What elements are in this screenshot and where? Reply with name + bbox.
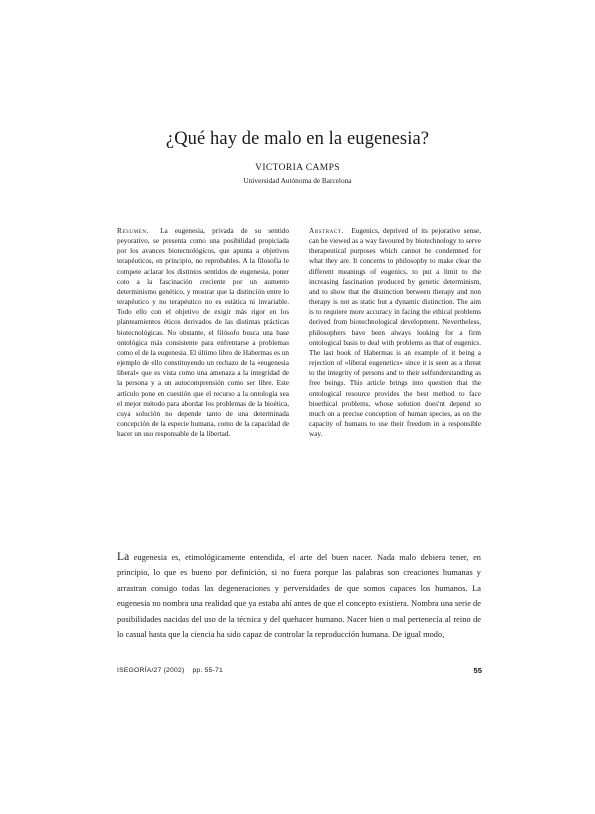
author-name: VICTORIA CAMPS xyxy=(255,163,340,173)
footer-journal: ISEGORÍA/27 (2002) xyxy=(117,667,185,674)
abstract-column xyxy=(309,226,481,439)
footer-pages: pp. 55-71 xyxy=(192,667,223,674)
author-affiliation: Universidad Autónoma de Barcelona xyxy=(243,176,352,185)
abstract-label: Abstract. xyxy=(309,227,344,235)
resumen-text: La eugenesia, privada de su sentido peyorativo, se presenta como una posibilidad propiciada por los avances biotecnológicos, que apunta a objetivos terapéuticos, en principio, no reprobables. A la filosofía le compete aclarar los distintos sentidos de eugenesia, poner coto a la fascinación creciente por un aumento determinismo genético, y mostrar que la distinción entre lo terapéutico y no terapéutico no es estática ni invariable. Todo ello con el objetivo de exigir más rigor en los planteamientos éticos derivados de las distintas prácticas biotecnológicas. No obstante, el filósofo busca una base ontológica más consistente para enfrentarse a problemas como el de la eugenesia. El último libro de Habermas es un ejemplo de ello constituyendo un rechazo de la «eugenesia liberal» que es vista como una amenaza a la integridad de la persona y a un autocomprensión como ser libre. Este artículo pone en cuestión que el recurso a la ontología sea el mejor método para abordar los problemas de la bioética, cuya solución no depende tanto de una determinada concepción de la especie humana, como de la capacidad de hacer un uso responsable de la libertad. xyxy=(117,227,289,439)
article-title: ¿Qué hay de malo en la eugenesia? xyxy=(165,129,430,149)
body-first-letters: La xyxy=(117,551,130,563)
resumen-column xyxy=(117,226,289,439)
body-paragraph xyxy=(117,550,481,642)
footer-citation xyxy=(117,667,223,674)
abstract-text: Eugenics, deprived of its pejorative sense, can be viewed as a way favoured by biotechnology to serve therapeutical purposes which cannot be condemned for what they are. It concerns to philosophy to make clear the different meanings of eugenics, to put a limit to the increasing fascination produced by genetic determinism, and to show that the distinction between therapy and non therapy is not as static but a dynamic distinction. The aim is to requiere more accuracy in facing the ethical problems derived from biotechnological development. Nevertheless, philosophers have been always looking for a firm ontological basis to deal with problems as that of eugenics. The last book of Habermas is an example of it being a rejection of «liberal eugenetics» since it is seen as a threat to the integrity of persons and to their selfunderstanding as free beings. This article brings into question that the ontological resource provides the best method to face bioethical problems, whose solution does'nt depend so much on a precise conception of human species, as on the capacity of humans to use their freedom in a responsible way. xyxy=(309,227,482,439)
resumen-label: Resumen. xyxy=(117,227,149,235)
body-text: eugenesia es, etimológicamente entendida, el arte del buen nacer. Nada malo debiera tener, en principio, lo que es bueno por definición, si no fuera porque las palabras son creaciones humanas y arrastran consigo todas las degeneraciones y perversidades de que somos capaces los humanos. La eugenesia no nombra una realidad que ya estaba ahí antes de que el concepto existiera. Nombra una serie de posibilidades nacidas del uso de la técnica y del quehacer humano. Nacer bien o mal pertenecía al reino de lo casual hasta que la ciencia ha sido capaz de controlar la reproducción humana. De igual modo, xyxy=(117,553,481,640)
page-number: 55 xyxy=(473,666,482,675)
